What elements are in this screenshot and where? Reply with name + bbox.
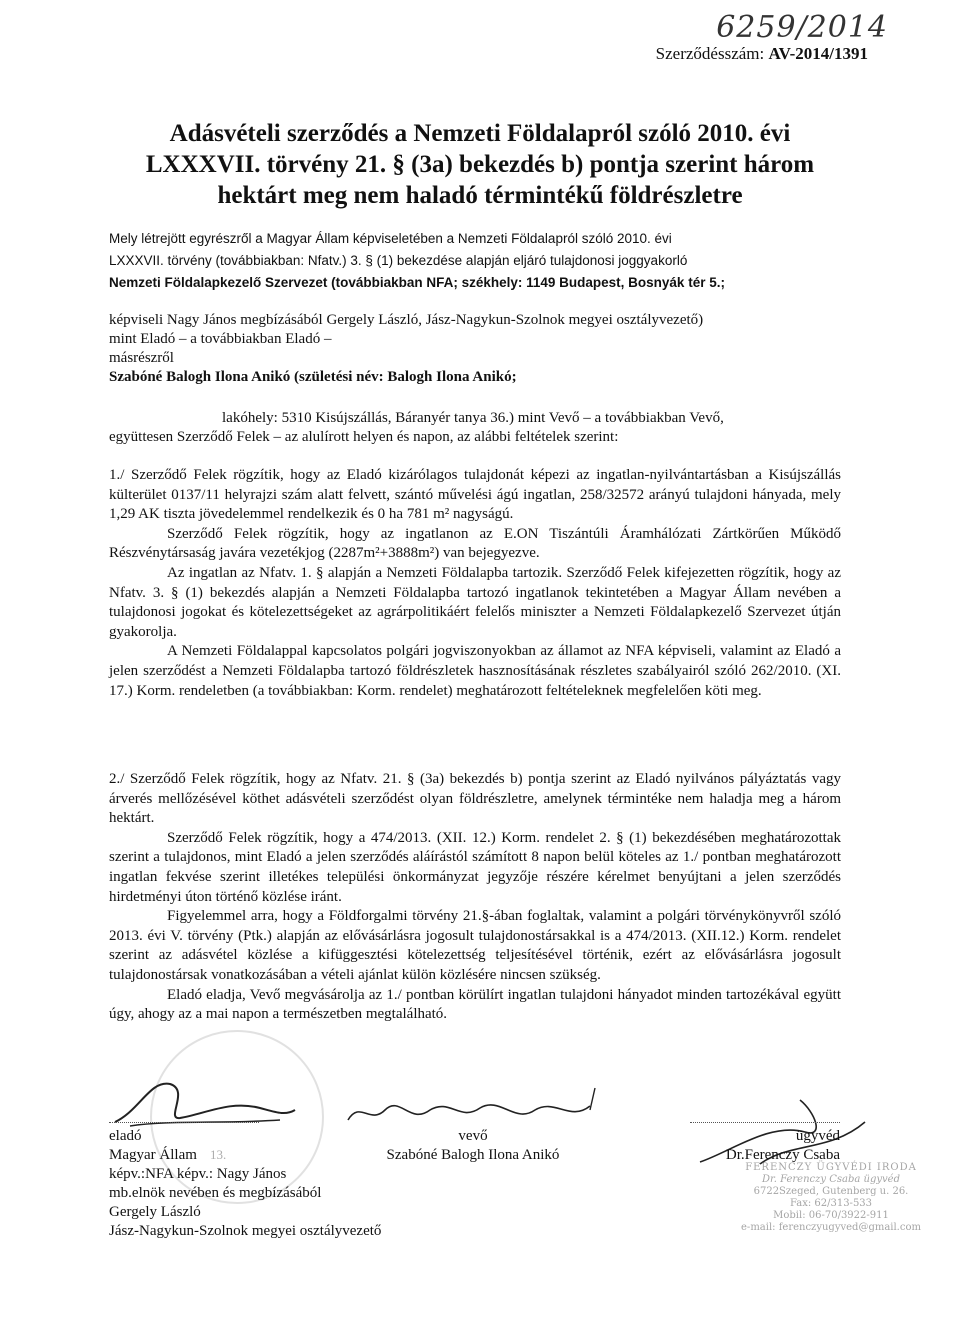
firm-stamp-line-1: FERENCZY ÜGYVÉDI IRODA — [745, 1162, 917, 1173]
contract-number: AV-2014/1391 — [768, 44, 868, 63]
section-2 — [109, 770, 841, 1025]
contract-number-label: Szerződésszám: — [655, 44, 769, 63]
section-1-para-4: A Nemzeti Földalappal kapcsolatos polgári jogviszonyokban az államot az NFA képviseli, valamint az Eladó a jelen szerződést a Nemzeti Földalapba tartozó földrészletek hasznosításának részletes szabályairól szóló 262/2010. (XI. 17.) Korm. rendeletben (a továbbiakban: Korm. rendelet) meghatározott feltételeknek megfelelően köti meg. — [109, 643, 841, 699]
buyer-signature-block — [373, 1127, 573, 1165]
contract-number-line — [656, 44, 868, 64]
parties-text-1: Mely létrejött egyrészről a Magyar Állam képviseletében a Nemzeti Földalapról szóló 2010. évi — [109, 231, 672, 246]
parties-line-5: mint Eladó – a továbbiakban Eladó – — [109, 331, 332, 347]
buyer-role: vevő — [458, 1128, 488, 1144]
seller-role: eladó — [109, 1128, 142, 1144]
parties-line-1 — [109, 231, 672, 246]
buyer-name: Szabóné Balogh Ilona Anikó — [386, 1147, 560, 1163]
section-1-para-2: Szerződő Felek rögzítik, hogy az ingatlanon az E.ON Tiszántúli Áramhálózati Zártkörűen Működő Részvénytársaság javára vezetékjog (2287m²+3888m²) van bejegyezve. — [109, 525, 841, 562]
parties-line-2: LXXXVII. törvény (továbbiakban: Nfatv.) 3. § (1) bekezdése alapján eljáró tulajdonosi joggyakorló — [109, 253, 688, 268]
title-line-1: Adásvételi szerződés a Nemzeti Földalapról szóló 2010. évi — [169, 120, 791, 147]
seller-line-2: képv.:NFA képv.: Nagy János — [109, 1166, 287, 1182]
section-1-para-3: Az ingatlan az Nfatv. 1. § alapján a Nemzeti Földalapba tartozik. Szerződő Felek kifejezetten rögzítik, hogy az Nfatv. 3. § (1) bekezdés alapján a Nemzeti Földalapba tartozó ingatlanok tekintetében a Magyar Állam nevében a tulajdonosi jogokat és kötelezettségeket az agrárpolitikáért felelős miniszter a Nemzeti Földalapkezelő Szervezet útján gyakorolja. — [109, 564, 841, 640]
section-2-para-2: Szerződő Felek rögzítik, hogy a 474/2013. (XII. 12.) Korm. rendelet 2. § (1) bekezdésében meghatározottak szerint a tulajdonos, mint Eladó a jelen szerződés aláírástól számított 8 napon belül köteles az 1./ pontban meghatározott ingatlan fekvése szerint illetékes települési önkormányzat jegyzője részére kérelmet benyújtani a jelen szerződés hirdetményi úton történő közlése iránt. — [109, 829, 841, 905]
section-1-para-1: 1./ Szerződő Felek rögzítik, hogy az Eladó kizárólagos tulajdonát képezi az ingatlan-nyilvántartásban a Kisújszállás külterület 0137/11 helyrajzi szám alatt felvett, szántó művelési ágú ingatlan, 258/32572 arányú tulajdoni hányada, mely 1,29 AK tiszta jövedelemmel rendelkezik és 0 ha 781 m² nagyságú. — [109, 467, 841, 523]
section-2-para-3: Figyelemmel arra, hogy a Földforgalmi törvény 21.§-ában foglaltak, valamint a polgári törvénykönyvről szóló 2013. évi V. törvény (Ptk.) alapján az elővásárlásra jogosult tulajdonostársakkal is a 474/2013. (XII.12.) Korm. rendelet szerint az adásvétel közlése a kifüggesztési kötelezettség teljesítésével történik, ezért az elővásárlásra jogosult tulajdonostársak vonatkozásában a vételi ajánlat külön közlésére nincsen szükség. — [109, 908, 841, 983]
lawyer-signature-block — [700, 1127, 840, 1165]
firm-stamp-line-2: Dr. Ferenczy Csaba ügyvéd — [762, 1174, 900, 1185]
seller-line-1: Magyar Állam — [109, 1147, 197, 1163]
law-firm-stamp — [736, 1162, 926, 1234]
document-title — [60, 118, 900, 211]
parties-line-6: másrészről — [109, 350, 174, 366]
firm-stamp-line-3: 6722Szeged, Gutenberg u. 26. — [753, 1186, 909, 1197]
parties-line-3: Nemzeti Földalapkezelő Szervezet (továbbiakban NFA; székhely: 1149 Budapest, Bosnyák tér 5.; — [109, 275, 725, 290]
seal-number: 13. — [210, 1147, 227, 1162]
title-line-2: LXXXVII. törvény 21. § (3a) bekezdés b) pontja szerint három — [145, 151, 815, 178]
seller-line-5: Jász-Nagykun-Szolnok megyei osztályvezető — [109, 1223, 382, 1239]
firm-stamp-line-4: Fax: 62/313-533 — [789, 1198, 873, 1209]
parties-line-8: lakóhely: 5310 Kisújszállás, Báranyér tanya 36.) mint Vevő – a továbbiakban Vevő, — [222, 410, 724, 426]
seller-signature-line — [109, 1122, 259, 1123]
section-2-para-4: Eladó eladja, Vevő megvásárolja az 1./ pontban körülírt ingatlan tulajdoni hányadot minden tartozékával együtt úgy, ahogy az a mai napon a természetben megtalálható. — [109, 986, 841, 1023]
lawyer-signature-line — [690, 1122, 840, 1123]
section-2-para-1: 2./ Szerződő Felek rögzítik, hogy az Nfatv. 21. § (3a) bekezdés b) pontja szerint az Eladó nyilvános pályáztatás vagy árverés mellőzésével köthet adásvételi szerződést olyan földrészletre, amelynek términtéke nem haladja meg a három hektárt. — [109, 771, 841, 827]
seller-signature-block — [109, 1127, 381, 1241]
title-line-3: hektárt meg nem haladó términtékű földrészletre — [217, 182, 743, 209]
firm-stamp-line-6: e-mail: ferenczyugyved@gmail.com — [741, 1222, 921, 1233]
handwritten-registry-number: 6259/2014 — [716, 10, 888, 45]
firm-stamp-line-5: Mobil: 06-70/3922-911 — [773, 1210, 889, 1221]
parties-line-4: képviseli Nagy János megbízásából Gergely László, Jász-Nagykun-Szolnok megyei osztályvezető) — [109, 312, 704, 328]
section-1 — [109, 466, 841, 701]
parties-line-7: Szabóné Balogh Ilona Anikó (születési név: Balogh Ilona Anikó; — [109, 369, 517, 385]
seller-line-3: mb.elnök nevében és megbízásából — [109, 1185, 322, 1201]
parties-line-9: együttesen Szerződő Felek – az alulírott helyen és napon, az alábbi feltételek szerint: — [109, 429, 619, 445]
seller-line-4: Gergely László — [109, 1204, 201, 1220]
lawyer-name: Dr.Ferenczy Csaba — [725, 1147, 840, 1163]
lawyer-role: ügyvéd — [795, 1128, 840, 1144]
